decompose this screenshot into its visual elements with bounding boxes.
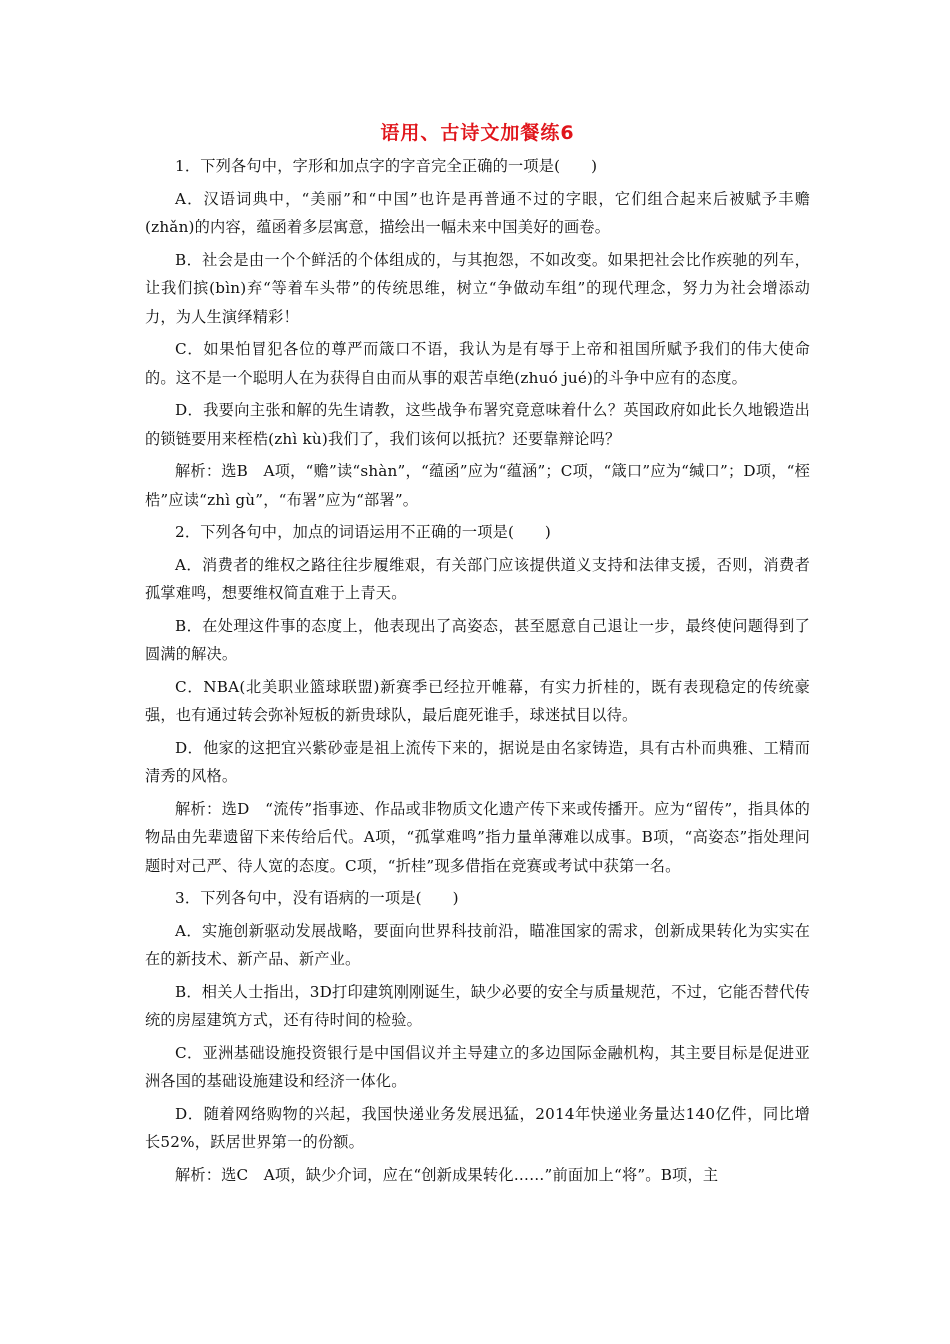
- question-3-option-b: B．相关人士指出，3D打印建筑刚刚诞生，缺少必要的安全与质量规范，不过，它能否替代传统的房屋建筑方式，还有待时间的检验。: [145, 982, 810, 1029]
- question-2-analysis: 解析：选D “流传”指事迹、作品或非物质文化遗产传下来或传播开。应为“留传”，指具体的物品由先辈遗留下来传给后代。A项，“孤掌难鸣”指力量单薄难以成事。B项，“高姿态”指处理问题时对己严、待人宽的态度。C项，“折桂”现多借指在竞赛或考试中获第一名。: [145, 799, 810, 875]
- question-3-analysis: 解析：选C A项，缺少介词，应在“创新成果转化……”前面加上“将”。B项，主: [175, 1165, 719, 1184]
- question-2-option-a: A．消费者的维权之路往往步履维艰，有关部门应该提供道义支持和法律支援，否则，消费者孤掌难鸣，想要维权简直难于上青天。: [145, 555, 810, 602]
- question-1-analysis: 解析：选B A项，“赡”读“shàn”，“蕴函”应为“蕴涵”；C项，“箴口”应为“缄口”；D项，“桎梏”应读“zhì gù”，“布署”应为“部署”。: [145, 462, 810, 509]
- question-3-option-c: C．亚洲基础设施投资银行是中国倡议并主导建立的多边国际金融机构，其主要目标是促进亚洲各国的基础设施建设和经济一体化。: [145, 1043, 810, 1090]
- question-1-stem: 1．下列各句中，字形和加点字的字音完全正确的一项是( ): [175, 157, 598, 175]
- question-1-option-c: C．如果怕冒犯各位的尊严而箴口不语，我认为是有辱于上帝和祖国所赋予我们的伟大使命的。这不是一个聪明人在为获得自由而从事的艰苦卓绝(zhuó jué)的斗争中应有的态度。: [145, 340, 810, 387]
- page-title: 语用、古诗文加餐练6: [380, 122, 575, 144]
- question-2-option-c: C．NBA(北美职业篮球联盟)新赛季已经拉开帷幕，有实力折桂的，既有表现稳定的传统豪强，也有通过转会弥补短板的新贵球队，最后鹿死谁手，球迷拭目以待。: [145, 677, 810, 724]
- question-1-option-a: A．汉语词典中，“美丽”和“中国”也许是再普通不过的字眼，它们组合起来后被赋予丰赡(zhǎn)的内容，蕴函着多层寓意，描绘出一幅未来中国美好的画卷。: [145, 189, 810, 236]
- question-3-option-a: A．实施创新驱动发展战略，要面向世界科技前沿，瞄准国家的需求，创新成果转化为实实在在的新技术、新产品、新产业。: [145, 921, 810, 968]
- question-2-option-b: B．在处理这件事的态度上，他表现出了高姿态，甚至愿意自己退让一步，最终使问题得到了圆满的解决。: [145, 616, 810, 663]
- question-3-option-d: D．随着网络购物的兴起，我国快递业务发展迅猛，2014年快递业务量达140亿件，同比增长52%，跃居世界第一的份额。: [145, 1104, 810, 1151]
- question-1-option-d: D．我要向主张和解的先生请教，这些战争布署究竟意味着什么？英国政府如此长久地锻造出的锁链要用来桎梏(zhì kù)我们了，我们该何以抵抗？还要靠辩论吗？: [145, 401, 810, 448]
- question-1-option-b: B．社会是由一个个鲜活的个体组成的，与其抱怨，不如改变。如果把社会比作疾驰的列车，让我们摈(bìn)弃“等着车头带”的传统思维，树立“争做动车组”的现代理念，努力为社会增添动力，为人生演绎精彩！: [145, 250, 810, 326]
- question-3-stem: 3．下列各句中，没有语病的一项是( ): [175, 889, 459, 907]
- question-2-stem: 2．下列各句中，加点的词语运用不正确的一项是( ): [175, 523, 552, 541]
- document-page: [145, 118, 810, 1189]
- question-2-option-d: D．他家的这把宜兴紫砂壶是祖上流传下来的，据说是由名家铸造，具有古朴而典雅、工精而清秀的风格。: [145, 738, 810, 785]
